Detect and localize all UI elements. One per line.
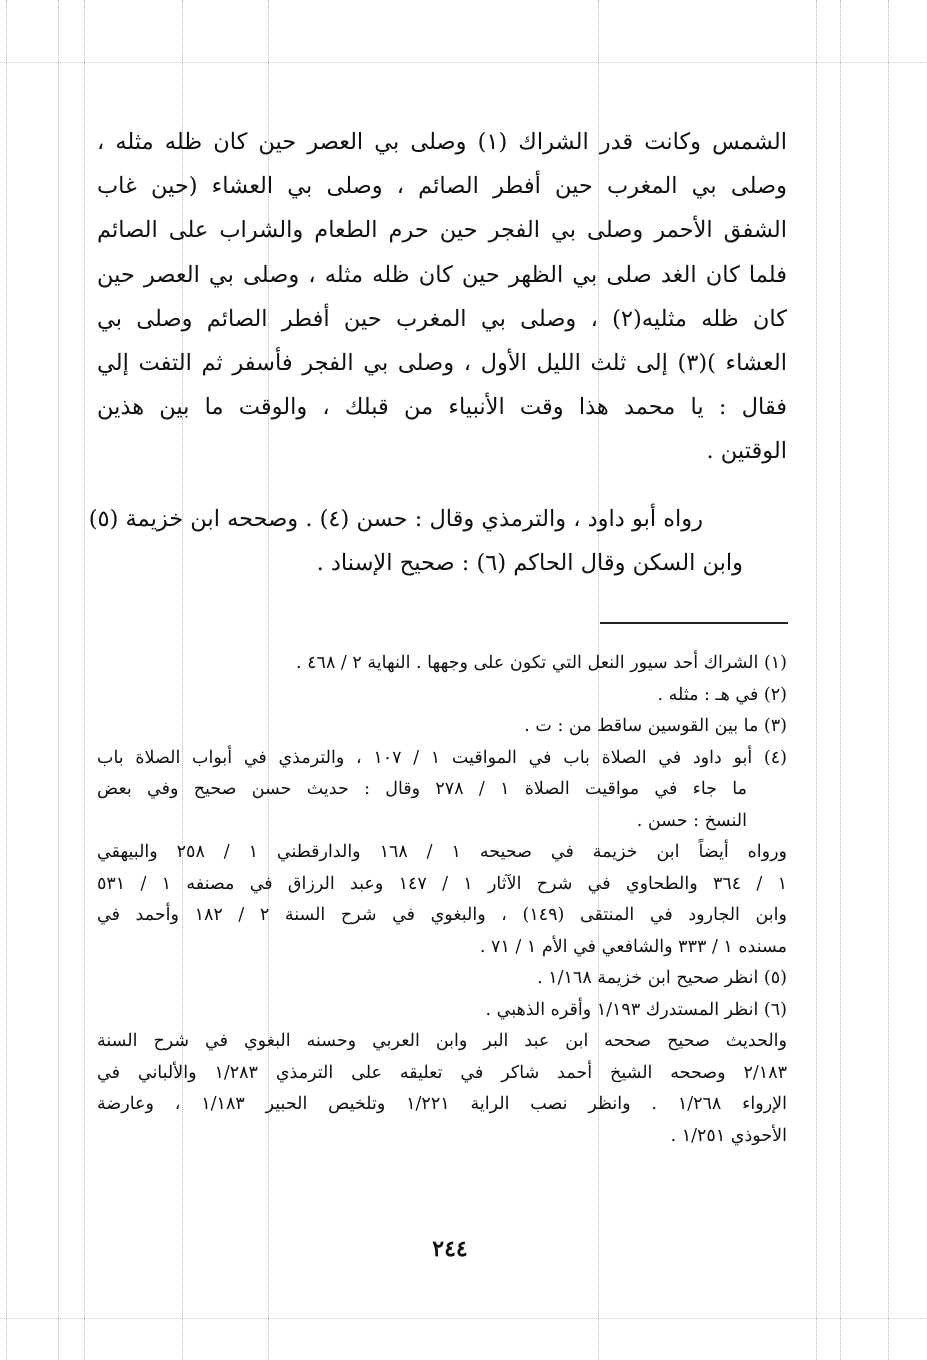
main-paragraph bbox=[97, 120, 787, 474]
footnote-line: (٣) ما بين القوسين ساقط من : ت . bbox=[524, 716, 787, 736]
text-line: الوقتين . bbox=[706, 438, 787, 465]
scan-guide-line bbox=[6, 0, 7, 1360]
footnote-line: وابن الجارود في المنتقى (١٤٩) ، والبغوي في شرح السنة ٢ / ١٨٢ وأحمد في bbox=[97, 905, 787, 925]
footnote-line: (٦) انظر المستدرك ١/١٩٣ وأقره الذهبي . bbox=[485, 999, 787, 1020]
text-line: الشمس وكانت قدر الشراك (١) وصلى بي العصر حين كان ظله مثله ، bbox=[97, 129, 787, 155]
narration-paragraph bbox=[88, 497, 787, 585]
scan-guide-line bbox=[816, 0, 817, 1360]
page-number: ٢٤٤ bbox=[432, 1236, 468, 1262]
text-line: فلما كان الغد صلى بي الظهر حين كان ظله مثله ، وصلى بي العصر حين bbox=[97, 261, 787, 288]
footnote-line: (١) الشراك أحد سيور النعل التي تكون على وجهها . النهاية ٢ / ٤٦٨ . bbox=[296, 653, 787, 673]
scan-guide-line bbox=[58, 0, 59, 1360]
text-line: الشفق الأحمر وصلى بي الفجر حين حرم الطعام والشراب على الصائم bbox=[97, 217, 787, 244]
footnote-line: ما جاء في مواقيت الصلاة ١ / ٢٧٨ وقال : حديث حسن صحيح وفي بعض bbox=[97, 779, 747, 799]
scan-guide-line bbox=[0, 1318, 927, 1319]
footnote-separator bbox=[600, 622, 788, 624]
scan-guide-line bbox=[0, 62, 927, 63]
footnote-line: ٢/١٨٣ وصححه الشيخ أحمد شاكر في تعليقه على الترمذي ١/٢٨٣ والألباني في bbox=[97, 1062, 787, 1083]
footnote-line: (٢) في هـ : مثله . bbox=[657, 684, 787, 705]
text-line: فقال : يا محمد هذا وقت الأنبياء من قبلك ، والوقت ما بين هذين bbox=[97, 394, 787, 421]
text-line: كان ظله مثليه(٢) ، وصلى بي المغرب حين أفطر الصائم وصلى بي bbox=[97, 305, 787, 332]
scan-guide-line bbox=[840, 0, 841, 1360]
footnote-line: (٤) أبو داود في الصلاة باب في المواقيت ١ / ١٠٧ ، والترمذي في أبواب الصلاة باب bbox=[97, 747, 787, 768]
scan-guide-line bbox=[84, 0, 85, 1360]
footnote-line: والحديث صحيح صححه ابن عبد البر وابن العربي وحسنه البغوي في شرح السنة bbox=[97, 1031, 787, 1051]
footnote-line: الإرواء ١/٢٦٨ . وانظر نصب الراية ١/٢٢١ وتلخيص الحبير ١/١٨٣ ، وعارضة bbox=[97, 1094, 787, 1114]
text-line: العشاء )(٣) إلى ثلث الليل الأول ، وصلى بي الفجر فأسفر ثم التفت إلي bbox=[97, 350, 787, 377]
text-line: رواه أبو داود ، والترمذي وقال : حسن (٤) . وصححه ابن خزيمة (٥) bbox=[88, 506, 703, 532]
footnote-line: (٥) انظر صحيح ابن خزيمة ١/١٦٨ . bbox=[537, 968, 787, 988]
footnote-line: مسنده ١ / ٣٣٣ والشافعي في الأم ١ / ٧١ . bbox=[479, 936, 787, 957]
footnotes bbox=[97, 648, 787, 1152]
footnote-line: ١ / ٣٦٤ والطحاوي في شرح الآثار ١ / ١٤٧ وعبد الرزاق في مصنفه ١ / ٥٣١ bbox=[97, 873, 788, 894]
text-line: وابن السكن وقال الحاكم (٦) : صحيح الإسناد . bbox=[316, 550, 743, 577]
footnote-line: النسخ : حسن . bbox=[636, 810, 747, 831]
footnote-line: الأحوذي ١/٢٥١ . bbox=[670, 1125, 787, 1146]
text-line: وصلى بي المغرب حين أفطر الصائم ، وصلى بي العشاء (حين غاب bbox=[97, 173, 787, 200]
footnote-line: ورواه أيضاً ابن خزيمة في صحيحه ١ / ١٦٨ والدارقطني ١ / ٢٥٨ والبيهقي bbox=[97, 842, 787, 862]
scan-guide-line bbox=[888, 0, 889, 1360]
